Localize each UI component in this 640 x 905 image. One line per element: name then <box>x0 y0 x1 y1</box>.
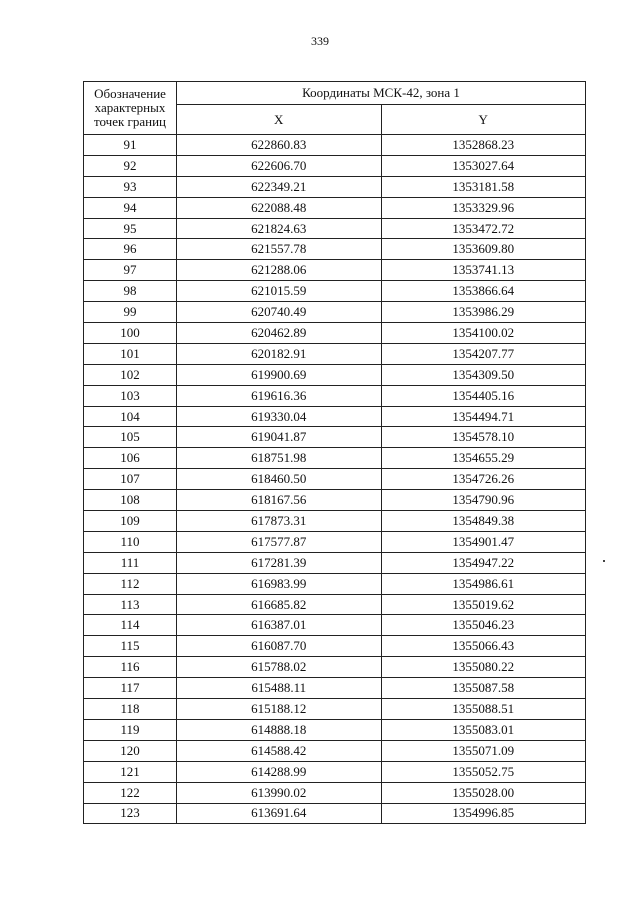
point-number-cell: 100 <box>84 323 177 344</box>
table-row <box>84 176 586 197</box>
y-coordinate-cell: 1353609.80 <box>381 239 586 260</box>
point-number-cell: 120 <box>84 740 177 761</box>
y-coordinate-cell: 1354494.71 <box>381 406 586 427</box>
y-coordinate-cell: 1355088.51 <box>381 699 586 720</box>
point-number-cell: 121 <box>84 761 177 782</box>
x-coordinate-cell: 618460.50 <box>177 469 382 490</box>
table-row <box>84 573 586 594</box>
table-row <box>84 135 586 156</box>
x-coordinate-cell: 615488.11 <box>177 678 382 699</box>
table-row <box>84 719 586 740</box>
table-row <box>84 531 586 552</box>
table-row <box>84 782 586 803</box>
table-row <box>84 302 586 323</box>
x-coordinate-cell: 613691.64 <box>177 803 382 824</box>
table-row <box>84 343 586 364</box>
point-number-cell: 97 <box>84 260 177 281</box>
x-coordinate-cell: 622860.83 <box>177 135 382 156</box>
point-number-cell: 101 <box>84 343 177 364</box>
table-row <box>84 406 586 427</box>
designation-header-line-2: характерных <box>94 100 166 115</box>
y-coordinate-cell: 1355052.75 <box>381 761 586 782</box>
y-coordinate-cell: 1354578.10 <box>381 427 586 448</box>
designation-header-line-3: точек границ <box>93 114 167 129</box>
x-coordinate-cell: 617577.87 <box>177 531 382 552</box>
table-row <box>84 469 586 490</box>
point-number-cell: 112 <box>84 573 177 594</box>
point-number-cell: 98 <box>84 281 177 302</box>
table-row <box>84 678 586 699</box>
designation-header-line-1: Обозначение <box>94 86 166 101</box>
table-row <box>84 740 586 761</box>
point-number-cell: 105 <box>84 427 177 448</box>
x-coordinate-cell: 615188.12 <box>177 699 382 720</box>
coordinates-header: Координаты МСК-42, зона 1 <box>177 82 586 105</box>
x-coordinate-cell: 616087.70 <box>177 636 382 657</box>
table-row <box>84 636 586 657</box>
table-row <box>84 218 586 239</box>
table-row <box>84 699 586 720</box>
point-number-cell: 109 <box>84 511 177 532</box>
table-row <box>84 594 586 615</box>
table-row <box>84 281 586 302</box>
table-row <box>84 364 586 385</box>
point-number-cell: 93 <box>84 176 177 197</box>
page-number: 339 <box>311 34 329 48</box>
y-coordinate-cell: 1354726.26 <box>381 469 586 490</box>
y-coordinate-cell: 1353986.29 <box>381 302 586 323</box>
x-coordinate-cell: 622088.48 <box>177 197 382 218</box>
point-number-cell: 108 <box>84 490 177 511</box>
x-coordinate-cell: 621288.06 <box>177 260 382 281</box>
y-coordinate-cell: 1355087.58 <box>381 678 586 699</box>
header-row-top <box>84 82 586 105</box>
x-coordinate-cell: 622349.21 <box>177 176 382 197</box>
x-column-header: X <box>177 105 382 135</box>
y-coordinate-cell: 1354790.96 <box>381 490 586 511</box>
point-number-cell: 107 <box>84 469 177 490</box>
y-coordinate-cell: 1354901.47 <box>381 531 586 552</box>
x-coordinate-cell: 615788.02 <box>177 657 382 678</box>
point-number-cell: 102 <box>84 364 177 385</box>
table-row <box>84 197 586 218</box>
y-coordinate-cell: 1355019.62 <box>381 594 586 615</box>
table-header <box>84 82 586 135</box>
point-number-cell: 103 <box>84 385 177 406</box>
x-coordinate-cell: 619041.87 <box>177 427 382 448</box>
table-row <box>84 615 586 636</box>
x-coordinate-cell: 620462.89 <box>177 323 382 344</box>
table-row <box>84 385 586 406</box>
point-number-cell: 117 <box>84 678 177 699</box>
x-coordinate-cell: 618751.98 <box>177 448 382 469</box>
table-row <box>84 155 586 176</box>
point-number-cell: 113 <box>84 594 177 615</box>
x-coordinate-cell: 614588.42 <box>177 740 382 761</box>
y-coordinate-cell: 1353027.64 <box>381 155 586 176</box>
table-row <box>84 511 586 532</box>
x-coordinate-cell: 620182.91 <box>177 343 382 364</box>
table-row <box>84 427 586 448</box>
y-coordinate-cell: 1354849.38 <box>381 511 586 532</box>
x-coordinate-cell: 622606.70 <box>177 155 382 176</box>
y-coordinate-cell: 1353181.58 <box>381 176 586 197</box>
y-coordinate-cell: 1354405.16 <box>381 385 586 406</box>
point-number-cell: 92 <box>84 155 177 176</box>
point-number-cell: 104 <box>84 406 177 427</box>
y-coordinate-cell: 1353866.64 <box>381 281 586 302</box>
point-number-cell: 91 <box>84 135 177 156</box>
y-coordinate-cell: 1355080.22 <box>381 657 586 678</box>
point-number-cell: 123 <box>84 803 177 824</box>
point-number-cell: 116 <box>84 657 177 678</box>
point-number-cell: 94 <box>84 197 177 218</box>
table-row <box>84 490 586 511</box>
y-coordinate-cell: 1355066.43 <box>381 636 586 657</box>
y-coordinate-cell: 1354655.29 <box>381 448 586 469</box>
x-coordinate-cell: 613990.02 <box>177 782 382 803</box>
y-coordinate-cell: 1355083.01 <box>381 719 586 740</box>
table-body <box>84 135 586 824</box>
point-number-cell: 115 <box>84 636 177 657</box>
y-coordinate-cell: 1355046.23 <box>381 615 586 636</box>
x-coordinate-cell: 619900.69 <box>177 364 382 385</box>
point-number-cell: 114 <box>84 615 177 636</box>
y-coordinate-cell: 1354996.85 <box>381 803 586 824</box>
point-number-cell: 122 <box>84 782 177 803</box>
x-coordinate-cell: 619330.04 <box>177 406 382 427</box>
table-row <box>84 323 586 344</box>
designation-header <box>84 82 177 135</box>
x-coordinate-cell: 621015.59 <box>177 281 382 302</box>
y-coordinate-cell: 1353741.13 <box>381 260 586 281</box>
x-coordinate-cell: 617281.39 <box>177 552 382 573</box>
y-coordinate-cell: 1355071.09 <box>381 740 586 761</box>
y-coordinate-cell: 1354100.02 <box>381 323 586 344</box>
point-number-cell: 118 <box>84 699 177 720</box>
x-coordinate-cell: 614288.99 <box>177 761 382 782</box>
table-row <box>84 803 586 824</box>
point-number-cell: 106 <box>84 448 177 469</box>
y-coordinate-cell: 1354986.61 <box>381 573 586 594</box>
y-coordinate-cell: 1355028.00 <box>381 782 586 803</box>
x-coordinate-cell: 618167.56 <box>177 490 382 511</box>
scan-dot <box>603 560 605 562</box>
x-coordinate-cell: 616387.01 <box>177 615 382 636</box>
table-row <box>84 260 586 281</box>
y-coordinate-cell: 1354207.77 <box>381 343 586 364</box>
x-coordinate-cell: 619616.36 <box>177 385 382 406</box>
y-coordinate-cell: 1353472.72 <box>381 218 586 239</box>
point-number-cell: 111 <box>84 552 177 573</box>
point-number-cell: 99 <box>84 302 177 323</box>
x-coordinate-cell: 620740.49 <box>177 302 382 323</box>
x-coordinate-cell: 614888.18 <box>177 719 382 740</box>
y-coordinate-cell: 1353329.96 <box>381 197 586 218</box>
x-coordinate-cell: 616983.99 <box>177 573 382 594</box>
table-row <box>84 761 586 782</box>
x-coordinate-cell: 621824.63 <box>177 218 382 239</box>
point-number-cell: 110 <box>84 531 177 552</box>
y-coordinate-cell: 1354309.50 <box>381 364 586 385</box>
point-number-cell: 95 <box>84 218 177 239</box>
x-coordinate-cell: 616685.82 <box>177 594 382 615</box>
table-row <box>84 448 586 469</box>
x-coordinate-cell: 617873.31 <box>177 511 382 532</box>
table-row <box>84 657 586 678</box>
point-number-cell: 96 <box>84 239 177 260</box>
table-row <box>84 239 586 260</box>
coordinates-table <box>83 81 586 824</box>
y-column-header: Y <box>381 105 586 135</box>
x-coordinate-cell: 621557.78 <box>177 239 382 260</box>
point-number-cell: 119 <box>84 719 177 740</box>
y-coordinate-cell: 1352868.23 <box>381 135 586 156</box>
y-coordinate-cell: 1354947.22 <box>381 552 586 573</box>
table-row <box>84 552 586 573</box>
